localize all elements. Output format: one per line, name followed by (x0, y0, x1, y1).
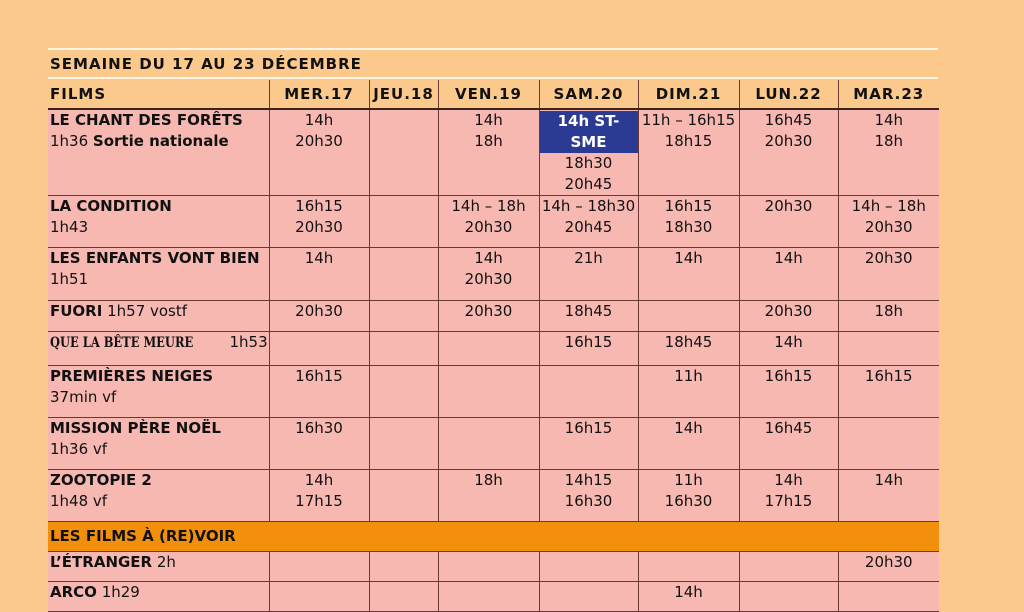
showtime-cell (739, 332, 838, 366)
showtime-cell (269, 109, 369, 196)
showtime-cell (539, 418, 638, 470)
showtime-cell (539, 248, 638, 301)
showtime (540, 110, 638, 153)
showtime: 20h30 (864, 249, 913, 267)
showtime: 14h (474, 111, 503, 129)
showtime-cell (539, 109, 638, 196)
top-rule (48, 48, 938, 50)
showtime-highlight-badge: 14h ST-SME (540, 111, 638, 153)
showtime-cell (638, 418, 739, 470)
film-duration: 1h51 (50, 270, 89, 288)
showtime: 14h (304, 471, 334, 489)
showtime: 21h (574, 249, 603, 267)
film-row (48, 366, 939, 418)
film-cell (48, 248, 269, 301)
showtime: 14h (674, 583, 703, 601)
film-duration: 1h57 vostf (107, 302, 188, 320)
showtime: 20h30 (295, 218, 343, 236)
showtime: 14h (874, 111, 904, 129)
showtime-cell (269, 552, 369, 582)
showtime: 14h (774, 333, 803, 351)
film-duration: 1h29 (101, 583, 140, 601)
showtime: 18h (874, 132, 904, 150)
showtime: 14h (874, 471, 904, 489)
showtime: 20h30 (464, 270, 513, 288)
showtime: 18h45 (664, 333, 713, 351)
showtime: 20h45 (564, 218, 613, 236)
showtime-cell (638, 196, 739, 248)
showtime-cell (438, 196, 539, 248)
showtime-cell (739, 582, 838, 612)
showtime: 16h15 (564, 333, 613, 351)
showtime-cell (269, 470, 369, 522)
film-title: ZOOTOPIE 2 (50, 471, 152, 489)
showtime-cell (838, 366, 939, 418)
showtime: 20h30 (864, 553, 913, 571)
showtime: 20h30 (764, 132, 813, 150)
film-title: ARCO (50, 583, 97, 601)
col-header-day: MAR.23 (838, 80, 939, 109)
showtime-cell (438, 248, 539, 301)
showtime: 18h (874, 302, 904, 320)
showtime-cell (739, 196, 838, 248)
showtime-cell (269, 196, 369, 248)
film-duration: 1h48 vf (50, 492, 108, 510)
schedule-table (48, 80, 939, 612)
showtime-cell (269, 248, 369, 301)
film-title: LA CONDITION (50, 197, 172, 215)
showtime: 11h – 16h15 (641, 111, 736, 129)
showtime: 20h30 (764, 302, 813, 320)
showtime: 16h15 (295, 197, 343, 215)
showtime-cell (838, 109, 939, 196)
showtime: 16h15 (764, 367, 813, 385)
showtime: 16h15 (664, 197, 713, 215)
showtime: 16h30 (664, 492, 713, 510)
showtime: 18h30 (664, 218, 713, 236)
film-note: Sortie nationale (92, 132, 229, 150)
showtime: 20h30 (764, 197, 813, 215)
showtime-cell (739, 109, 838, 196)
showtime-cell (838, 196, 939, 248)
film-cell (48, 301, 269, 332)
showtime-cell (438, 582, 539, 612)
showtime: 14h (674, 419, 703, 437)
showtime: 20h30 (295, 302, 343, 320)
showtime-cell (438, 418, 539, 470)
showtime: 18h (474, 471, 503, 489)
showtime-cell (838, 582, 939, 612)
film-row (48, 418, 939, 470)
showtime: 14h (774, 471, 803, 489)
showtime: 16h15 (864, 367, 913, 385)
showtime-cell (638, 109, 739, 196)
film-cell (48, 332, 269, 366)
showtime: 16h15 (295, 367, 343, 385)
film-duration: 1h36 vf (50, 440, 108, 458)
showtime-cell (369, 552, 438, 582)
col-header-day: DIM.21 (638, 80, 739, 109)
showtime-cell (369, 418, 438, 470)
showtime-cell (269, 301, 369, 332)
col-header-day: JEU.18 (369, 80, 438, 109)
showtime-cell (739, 366, 838, 418)
showtime: 11h (674, 367, 703, 385)
showtime-cell (838, 248, 939, 301)
showtime-cell (369, 582, 438, 612)
showtime: 14h (304, 111, 334, 129)
showtime: 14h (774, 249, 803, 267)
showtime: 18h (474, 132, 503, 150)
showtime-cell (369, 248, 438, 301)
showtime-cell (369, 366, 438, 418)
showtime-cell (369, 470, 438, 522)
film-title: LE CHANT DES FORÊTS (50, 111, 243, 129)
showtime-cell (838, 418, 939, 470)
film-cell (48, 552, 269, 582)
showtime-cell (638, 248, 739, 301)
showtime: 18h15 (664, 132, 713, 150)
showtime-cell (539, 366, 638, 418)
film-row (48, 109, 939, 196)
showtime: 14h – 18h (851, 197, 926, 215)
film-title: QUE LA BÊTE MEURE (50, 335, 194, 351)
showtime-cell (539, 332, 638, 366)
film-title: LES ENFANTS VONT BIEN (50, 249, 260, 267)
showtime-cell (739, 418, 838, 470)
showtime-cell (438, 301, 539, 332)
showtime-cell (638, 470, 739, 522)
showtime: 18h30 (564, 154, 613, 172)
showtime-cell (269, 418, 369, 470)
film-cell (48, 418, 269, 470)
film-title: PREMIÈRES NEIGES (50, 367, 214, 385)
showtime-cell (838, 332, 939, 366)
showtime-cell (539, 582, 638, 612)
showtime-cell (739, 470, 838, 522)
showtime: 14h – 18h30 (541, 197, 636, 215)
showtime-cell (369, 301, 438, 332)
showtime-cell (638, 582, 739, 612)
film-cell (48, 196, 269, 248)
showtime: 20h30 (464, 218, 513, 236)
film-title: MISSION PÈRE NOËL (50, 419, 221, 437)
showtime: 14h (304, 249, 334, 267)
showtime-cell (438, 366, 539, 418)
showtime-cell (739, 301, 838, 332)
film-duration: 37min vf (50, 388, 117, 406)
showtime-cell (838, 301, 939, 332)
showtime: 16h45 (764, 111, 813, 129)
film-row (48, 470, 939, 522)
showtime-cell (269, 366, 369, 418)
showtime: 20h30 (464, 302, 513, 320)
showtime-cell (539, 301, 638, 332)
week-title: SEMAINE DU 17 AU 23 DÉCEMBRE (50, 55, 362, 73)
showtime-cell (838, 552, 939, 582)
showtime-cell (369, 196, 438, 248)
film-row (48, 332, 939, 366)
showtime: 11h (674, 471, 703, 489)
section-label: LES FILMS À (RE)VOIR (48, 522, 939, 552)
showtime-cell (638, 552, 739, 582)
film-cell (48, 470, 269, 522)
showtime: 17h15 (764, 492, 813, 510)
film-cell (48, 366, 269, 418)
col-header-day: MER.17 (269, 80, 369, 109)
showtime-cell (638, 332, 739, 366)
showtime: 14h (474, 249, 503, 267)
film-duration: 1h53 (229, 333, 268, 351)
film-title: L’ÉTRANGER (50, 553, 153, 571)
showtime-cell (369, 332, 438, 366)
showtime-cell (739, 248, 838, 301)
film-row (48, 582, 939, 612)
showtime-cell (539, 470, 638, 522)
film-duration: 1h36 (50, 132, 89, 150)
showtime: 17h15 (295, 492, 343, 510)
showtime: 16h30 (295, 419, 343, 437)
showtime-cell (739, 552, 838, 582)
film-cell (48, 109, 269, 196)
showtime-cell (269, 332, 369, 366)
col-header-films: FILMS (48, 80, 269, 109)
film-row (48, 196, 939, 248)
film-row (48, 552, 939, 582)
showtime-cell (638, 366, 739, 418)
col-header-day: VEN.19 (438, 80, 539, 109)
section-row (48, 522, 939, 552)
showtime-cell (438, 470, 539, 522)
showtime: 20h30 (864, 218, 913, 236)
header-row (48, 80, 939, 109)
film-row (48, 248, 939, 301)
showtime-cell (269, 582, 369, 612)
showtime: 14h – 18h (451, 197, 526, 215)
col-header-day: SAM.20 (539, 80, 638, 109)
showtime-cell (438, 552, 539, 582)
header-rule (48, 77, 938, 79)
film-duration: 2h (156, 553, 176, 571)
showtime: 16h30 (564, 492, 613, 510)
showtime-cell (638, 301, 739, 332)
showtime: 18h45 (564, 302, 613, 320)
film-row (48, 301, 939, 332)
showtime-cell (369, 109, 438, 196)
showtime: 20h30 (295, 132, 343, 150)
showtime-cell (438, 332, 539, 366)
showtime-cell (539, 552, 638, 582)
showtime-cell (838, 470, 939, 522)
showtime: 20h45 (564, 175, 613, 193)
film-title: FUORI (50, 302, 103, 320)
showtime: 14h (674, 249, 703, 267)
showtime-cell (438, 109, 539, 196)
film-cell (48, 582, 269, 612)
col-header-day: LUN.22 (739, 80, 838, 109)
showtime-cell (539, 196, 638, 248)
showtime: 14h15 (564, 471, 613, 489)
film-duration: 1h43 (50, 218, 89, 236)
showtime: 16h45 (764, 419, 813, 437)
showtime: 16h15 (564, 419, 613, 437)
